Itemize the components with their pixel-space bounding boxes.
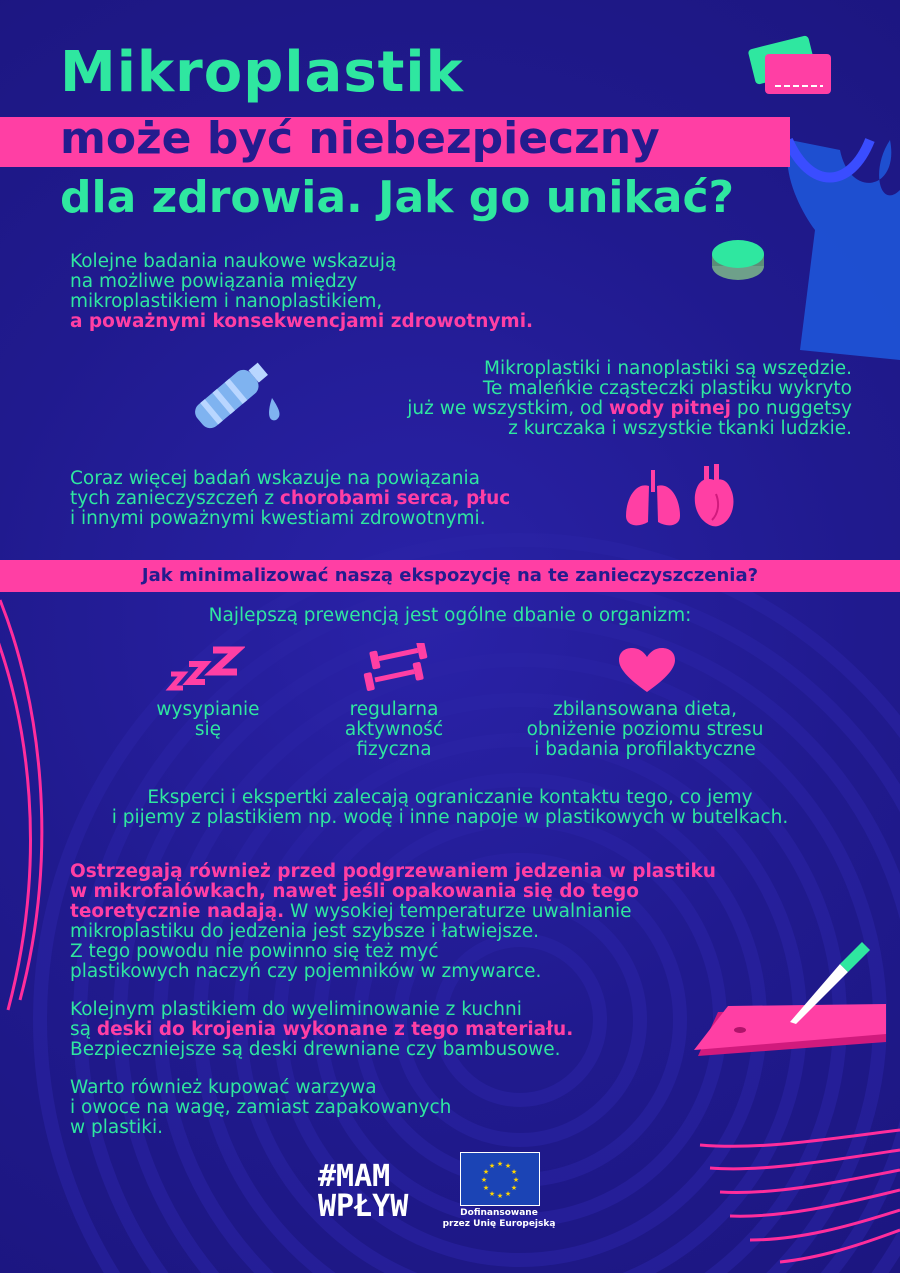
cutting-board-knife-icon	[690, 938, 890, 1062]
logo-line-1: #MAM	[318, 1159, 391, 1194]
everywhere-line: Mikroplastiki i nanoplastiki są wszędzie.	[483, 358, 852, 379]
title-line-2: może być niebezpieczny	[60, 113, 660, 164]
svg-text:★: ★	[482, 1168, 490, 1176]
experts-line: i pijemy z plastikiem np. wodę i inne napoje w plastikowych w butelkach.	[111, 807, 789, 828]
tip-line: zbilansowana dieta,	[553, 699, 737, 720]
eu-funding-caption	[432, 1208, 566, 1230]
research-line: tych zanieczyszczeń z	[70, 488, 280, 509]
bottle-cap-icon	[708, 236, 768, 284]
research-paragraph	[70, 469, 630, 529]
svg-text:★: ★	[510, 1168, 518, 1176]
tip-line: aktywność	[344, 719, 444, 740]
vegetables-line: w plastiki.	[70, 1117, 163, 1138]
lungs-icon	[622, 468, 684, 530]
boards-line: są	[70, 1019, 97, 1040]
experts-paragraph	[0, 788, 900, 828]
research-highlight: chorobami serca, płuc	[279, 488, 511, 509]
intro-line: na możliwe powiązania między	[70, 271, 358, 292]
dumbbell-icon	[355, 643, 435, 693]
title-mikroplastik: Mikroplastik	[60, 40, 464, 105]
svg-text:★: ★	[496, 1192, 504, 1200]
prevention-intro: Najlepszą prewencją jest ogólne dbanie o organizm:	[208, 605, 692, 626]
tip-line: wysypianie	[156, 699, 260, 720]
tip-activity	[314, 700, 474, 760]
tip-line: i badania profilaktyczne	[534, 739, 756, 760]
microwave-highlight: Ostrzegają również przed podgrzewaniem jedzenia w plastiku	[70, 861, 716, 882]
boards-highlight: deski do krojenia wykonane z tego materiału.	[96, 1019, 574, 1040]
microwave-line: W wysokiej temperaturze uwalnianie	[284, 901, 632, 922]
eu-flag-icon	[460, 1152, 540, 1206]
intro-line: mikroplastikiem i nanoplastikiem,	[70, 291, 383, 312]
everywhere-line: z kurczaka i wszystkie tkanki ludzkie.	[508, 418, 852, 439]
everywhere-line: Te maleńkie cząsteczki plastiku wykryto	[482, 378, 852, 399]
credit-card-icon	[745, 28, 840, 98]
title-line-3: dla zdrowia. Jak go unikać?	[60, 172, 735, 223]
logo-line-2: WPŁYW	[318, 1189, 409, 1224]
tip-line: obniżenie poziomu stresu	[526, 719, 764, 740]
boards-paragraph	[70, 1000, 710, 1060]
eu-caption-line: Dofinansowane	[460, 1208, 538, 1218]
research-line: Coraz więcej badań wskazuje na powiązania	[70, 468, 480, 489]
experts-line: Eksperci i ekspertki zalecają ograniczanie kontaktu tego, co jemy	[147, 787, 753, 808]
tip-line: się	[194, 719, 222, 740]
vegetables-line: Warto również kupować warzywa	[70, 1077, 377, 1098]
vegetables-line: i owoce na wagę, zamiast zapakowanych	[70, 1097, 452, 1118]
microwave-line: mikroplastiku do jedzenia jest szybsze i łatwiejsze.	[70, 921, 539, 942]
everywhere-line: po nuggetsy	[731, 398, 852, 419]
heart-icon	[617, 646, 677, 694]
intro-highlight: a poważnymi konsekwencjami zdrowotnymi.	[70, 311, 534, 332]
section-heading: Jak minimalizować naszą ekspozycję na te zanieczyszczenia?	[141, 565, 759, 586]
everywhere-paragraph	[260, 359, 852, 439]
microwave-highlight: teoretycznie nadają.	[70, 901, 285, 922]
svg-text:★: ★	[512, 1176, 520, 1184]
svg-text:★: ★	[496, 1160, 504, 1168]
vegetables-paragraph	[70, 1078, 630, 1138]
svg-text:★: ★	[504, 1162, 512, 1170]
svg-text:★: ★	[488, 1190, 496, 1198]
everywhere-line: już we wszystkim, od	[407, 398, 609, 419]
tip-sleep	[128, 700, 288, 740]
sleep-zzz-icon	[165, 644, 245, 694]
microwave-line: plastikowych naczyń czy pojemników w zmywarce.	[70, 961, 542, 982]
section-heading-band	[0, 560, 900, 592]
heart-organ-icon	[692, 464, 736, 530]
svg-text:★: ★	[510, 1184, 518, 1192]
microwave-highlight: w mikrofalówkach, nawet jeśli opakowania się do tego	[70, 881, 639, 902]
intro-line: Kolejne badania naukowe wskazują	[70, 251, 397, 272]
tip-line: regularna	[349, 699, 439, 720]
tip-diet	[490, 700, 800, 760]
eu-stars-icon	[461, 1153, 539, 1205]
tip-line: fizyczna	[356, 739, 432, 760]
boards-line: Bezpieczniejsze są deski drewniane czy bambusowe.	[70, 1039, 561, 1060]
everywhere-highlight: wody pitnej	[608, 398, 732, 419]
intro-paragraph	[70, 252, 690, 332]
svg-text:★: ★	[480, 1176, 488, 1184]
svg-text:★: ★	[504, 1190, 512, 1198]
eu-caption-line: przez Unię Europejską	[442, 1219, 556, 1229]
svg-text:★: ★	[482, 1184, 490, 1192]
microwave-line: Z tego powodu nie powinno się też myć	[70, 941, 439, 962]
boards-line: Kolejnym plastikiem do wyeliminowanie z kuchni	[70, 999, 522, 1020]
svg-text:★: ★	[488, 1162, 496, 1170]
mam-wplyw-logo	[318, 1159, 409, 1224]
research-line: i innymi poważnymi kwestiami zdrowotnymi.	[70, 508, 486, 529]
